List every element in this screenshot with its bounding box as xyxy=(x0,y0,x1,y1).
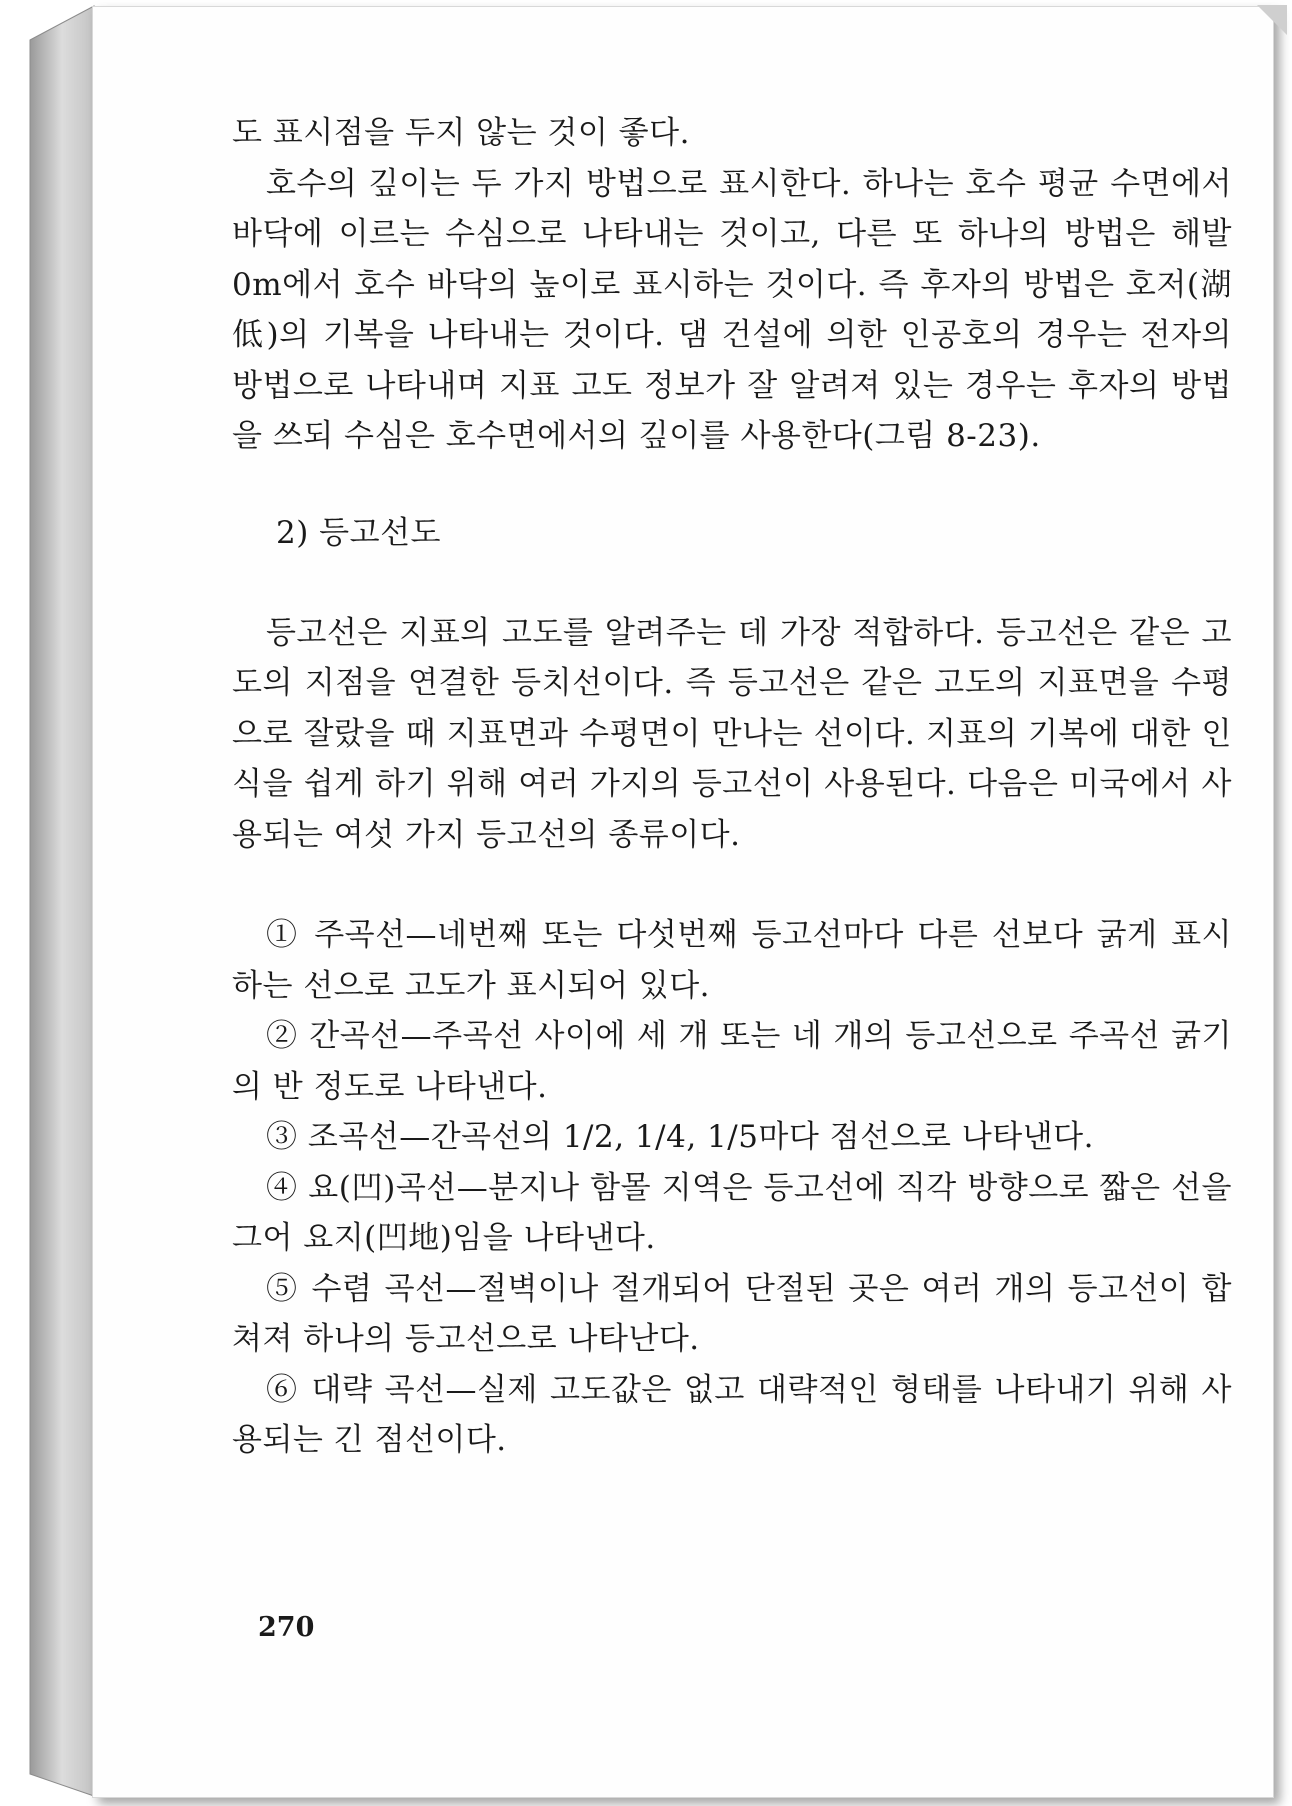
list-item: ⑥ 대략 곡선—실제 고도값은 없고 대략적인 형태를 나타내기 위해 사용되는 긴 점선이다. xyxy=(232,1371,1232,1458)
paragraph-lake-depth: 호수의 깊이는 두 가지 방법으로 표시한다. 하나는 호수 평균 수면에서 바닥에 이르는 수심으로 나타내는 것이고, 다른 또 하나의 방법은 해발 0m에서 호수 바닥의 높이로 표시하는 것이다. 즉 후자의 방법은 호저(湖低)의 기복을 나타내는 것이다. 댐 건설에 의한 인공호의 경우는 전자의 방법으로 나타내며 지표 고도 정보가 잘 알려져 있는 경우는 후자의 방법을 쓰되 수심은 호수면에서의 깊이를 사용한다(그림 8-23). xyxy=(232,165,1232,454)
list-item: ④ 요(凹)곡선—분지나 함몰 지역은 등고선에 직각 방향으로 짧은 선을 그어 요지(凹地)임을 나타낸다. xyxy=(232,1169,1232,1256)
list-item: ① 주곡선—네번째 또는 다섯번째 등고선마다 다른 선보다 굵게 표시하는 선으로 고도가 표시되어 있다. xyxy=(232,917,1232,1004)
section-heading: 2) 등고선도 xyxy=(276,514,441,551)
paragraph-contour-intro: 등고선은 지표의 고도를 알려주는 데 가장 적합하다. 등고선은 같은 고도의 지점을 연결한 등치선이다. 즉 등고선은 같은 고도의 지표면을 수평으로 잘랐을 때 지표면과 수평면이 만나는 선이다. 지표의 기복에 대한 인식을 쉽게 하기 위해 여러 가지의 등고선이 사용된다. 다음은 미국에서 사용되는 여섯 가지 등고선의 종류이다. xyxy=(232,614,1232,853)
page-number: 270 xyxy=(258,1612,315,1643)
list-item: ⑤ 수렴 곡선—절벽이나 절개되어 단절된 곳은 여러 개의 등고선이 합쳐져 하나의 등고선으로 나타난다. xyxy=(232,1270,1232,1357)
paragraph-continued: 도 표시점을 두지 않는 것이 좋다. xyxy=(232,115,690,151)
page-corner-fold xyxy=(1257,5,1287,35)
contour-type-list xyxy=(232,910,1232,1466)
page-text xyxy=(232,108,1232,1466)
list-item: ③ 조곡선—간곡선의 1/2, 1/4, 1/5마다 점선으로 나타낸다. xyxy=(266,1119,1094,1155)
list-item: ② 간곡선—주곡선 사이에 세 개 또는 네 개의 등고선으로 주곡선 굵기의 반 정도로 나타낸다. xyxy=(232,1018,1232,1105)
